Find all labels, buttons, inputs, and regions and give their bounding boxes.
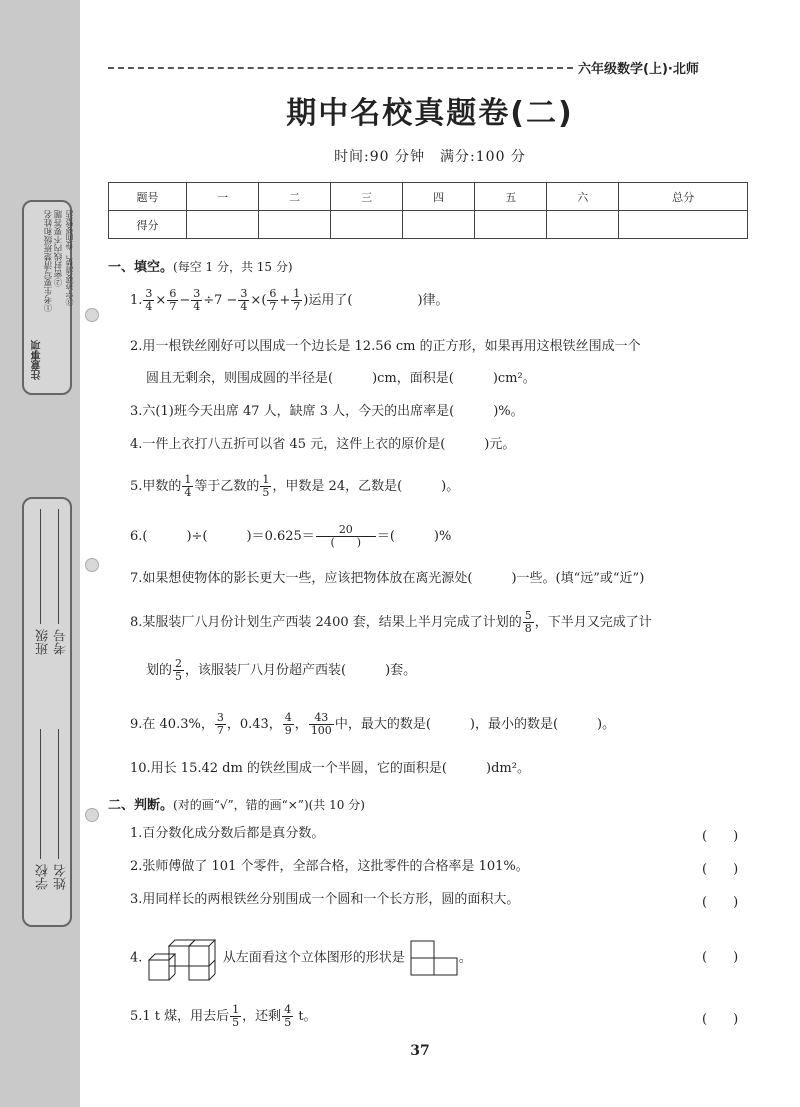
score-label: 得分 [109,211,187,239]
school-label: 学校 [36,864,51,890]
question-9 [130,712,615,737]
fraction [282,1004,293,1029]
fraction [260,474,271,499]
section-2-title: 二、判断。 [108,798,174,813]
judge-4-answer[interactable]: ( ) [702,950,739,965]
fraction [283,712,294,737]
frac-num: 5 [524,609,532,622]
frac-den: 4 [240,300,248,313]
q-text: ，该服装厂八月份超产西装( )套。 [185,663,417,678]
q-text: ， [294,717,308,732]
score-input-cell[interactable] [547,211,619,239]
q-number: 4. [130,950,143,966]
note-3: ③字迹要清楚，卷面要整洁 [65,210,74,306]
q-text: 9.在 40.3%， [130,717,214,732]
q-text: )运用了( )律。 [303,293,449,308]
frac-num: 3 [216,711,224,724]
student-info-box [22,497,72,927]
q-text: 划的 [146,663,173,678]
frac-den: 7 [293,300,301,313]
q-text: 中，最大的数是( )，最小的数是( )。 [334,717,616,732]
question-4: 4.一件上衣打八五折可以省 45 元，这件上衣的原价是( )元。 [130,437,516,452]
frac-den: 4 [145,300,153,313]
frac-num: 4 [284,711,292,724]
school-line [40,729,41,859]
frac-num: 1 [293,287,301,300]
class-label: 班级 [36,629,51,655]
section-1-note: (每空 1 分，共 15 分) [173,260,293,274]
header-divider [108,67,573,69]
page-subtitle: 时间:90 分钟 满分:100 分 [334,149,526,165]
page-title: 期中名校真题卷(二) [286,96,574,131]
score-input-cell[interactable] [475,211,547,239]
frac-den: 100 [310,724,332,737]
page-number: 37 [410,1043,430,1059]
q-text: 6.( )÷( )＝0.625＝ [130,529,315,544]
question-8-line-1 [130,610,652,635]
score-input-cell[interactable] [259,211,331,239]
frac-num: 3 [240,287,248,300]
fraction [173,658,184,683]
question-5 [130,474,459,499]
frac-den: 7 [169,300,177,313]
score-value-row [109,211,748,239]
frac-den: 5 [175,670,183,683]
judge-5 [130,1004,317,1029]
fraction [267,288,278,313]
score-cell: 二 [259,183,331,211]
frac-num: 1 [184,473,192,486]
fraction [143,288,154,313]
q-text: + [279,293,291,308]
q-text: 5.1 t 煤，用去后 [130,1009,230,1024]
q-text: ，下半月又完成了计 [534,615,652,630]
frac-num: 43 [309,712,334,725]
section-2-note: (对的画“√”，错的画“×”)(共 10 分) [173,798,365,812]
fraction [523,610,534,635]
judge-4 [130,932,472,984]
judge-5-answer[interactable]: ( ) [702,1012,739,1027]
score-input-cell[interactable] [619,211,748,239]
class-line [40,509,41,624]
frac-den: 7 [216,724,224,737]
q-text: × [155,293,167,308]
fraction [182,474,193,499]
score-input-cell[interactable] [187,211,259,239]
score-cell: 一 [187,183,259,211]
solid-figure-icon [147,932,219,984]
score-cell: 题号 [109,183,187,211]
binding-strip [0,0,80,1107]
frac-den: 7 [269,300,277,313]
frac-num: 6 [169,287,177,300]
section-1-title: 一、填空。 [108,260,174,275]
frac-num: 3 [193,287,201,300]
name-label: 姓名 [54,864,69,890]
question-8-line-2 [146,658,416,683]
score-input-cell[interactable] [331,211,403,239]
section-2-heading [108,794,365,813]
q-text: ＝( )% [376,529,452,544]
judge-2: 2.张师傅做了 101 个零件，全部合格，这批零件的合格率是 101%。 [130,859,529,874]
frac-den: 4 [184,486,192,499]
score-cell: 总分 [619,183,748,211]
fraction [309,712,334,737]
fraction [316,524,376,549]
section-1-heading [108,256,293,275]
fraction [167,288,178,313]
score-input-cell[interactable] [403,211,475,239]
question-10: 10.用长 15.42 dm 的铁丝围成一个半圆，它的面积是( )dm²。 [130,761,530,776]
header-label: 六年级数学(上)·北师 [578,62,699,77]
judge-3: 3.用同样长的两根铁丝分别围成一个圆和一个长方形，圆的面积大。 [130,892,520,907]
q-text: 5.甲数的 [130,479,182,494]
frac-den: 5 [262,486,270,499]
frac-den: 8 [524,622,532,635]
note-2: ②密封线内不要答题 [54,210,64,287]
question-2-line-2: 圆且无剩余，则围成圆的半径是( )cm，面积是( )cm²。 [146,371,536,386]
frac-den: ( ) [330,536,362,549]
frac-num: 2 [175,657,183,670]
q-text: ×( [250,293,267,308]
frac-num: 4 [284,1003,292,1016]
score-header-row [109,183,748,211]
fraction [215,712,226,737]
number-label: 考号 [54,629,69,655]
frac-num: 1 [262,473,270,486]
question-3: 3.六(1)班今天出席 47 人，缺席 3 人，今天的出席率是( )%。 [130,404,524,419]
judge-3-answer[interactable]: ( ) [702,895,739,910]
number-line [58,509,59,624]
q-text: 8.某服装厂八月份计划生产西装 2400 套，结果上半月完成了计划的 [130,615,522,630]
q-text: ，0.4̇3̇， [226,717,282,732]
q-number: 1. [130,293,143,308]
frac-den: 9 [284,724,292,737]
left-view-icon [409,939,459,977]
fraction [191,288,202,313]
score-cell: 四 [403,183,475,211]
frac-num: 1 [232,1003,240,1016]
score-cell: 五 [475,183,547,211]
score-cell: 六 [547,183,619,211]
frac-den: 4 [193,300,201,313]
fraction [291,288,302,313]
question-1 [130,288,449,313]
binding-hole-icon [85,808,99,822]
frac-num: 3 [145,287,153,300]
note-1: ①考生要写清楚班级和姓名 [44,210,54,312]
judge-1: 1.百分数化成分数后都是真分数。 [130,826,325,841]
fraction [230,1004,241,1029]
q-text: − [179,293,191,308]
binding-hole-icon [85,308,99,322]
score-table [108,182,748,239]
frac-den: 5 [284,1016,292,1029]
score-cell: 三 [331,183,403,211]
q-text: 。 [458,950,472,966]
q-text: 从左面看这个立体图形的形状是 [222,950,405,966]
frac-den: 5 [232,1016,240,1029]
question-2-line-1: 2.用一根铁丝刚好可以围成一个边长是 12.56 cm 的正方形，如果再用这根铁丝围成一个 [130,339,641,354]
judge-2-answer[interactable]: ( ) [702,862,739,877]
q-text: 等于乙数的 [194,479,260,494]
q-text: t。 [294,1009,317,1024]
question-7: 7.如果想使物体的影长更大一些，应该把物体放在离光源处( )一些。(填“远”或“近”) [130,571,645,586]
q-text: ÷7 − [203,293,238,308]
notes-box [22,200,72,395]
fraction [238,288,249,313]
frac-num: 20 [316,524,376,537]
binding-hole-icon [85,558,99,572]
q-text: ，甲数是 24，乙数是( )。 [272,479,460,494]
q-text: ，还剩 [242,1009,282,1024]
notes-title: 注意事项 [32,340,43,380]
frac-num: 6 [269,287,277,300]
question-6 [130,524,451,549]
judge-1-answer[interactable]: ( ) [702,829,739,844]
name-line [58,729,59,859]
